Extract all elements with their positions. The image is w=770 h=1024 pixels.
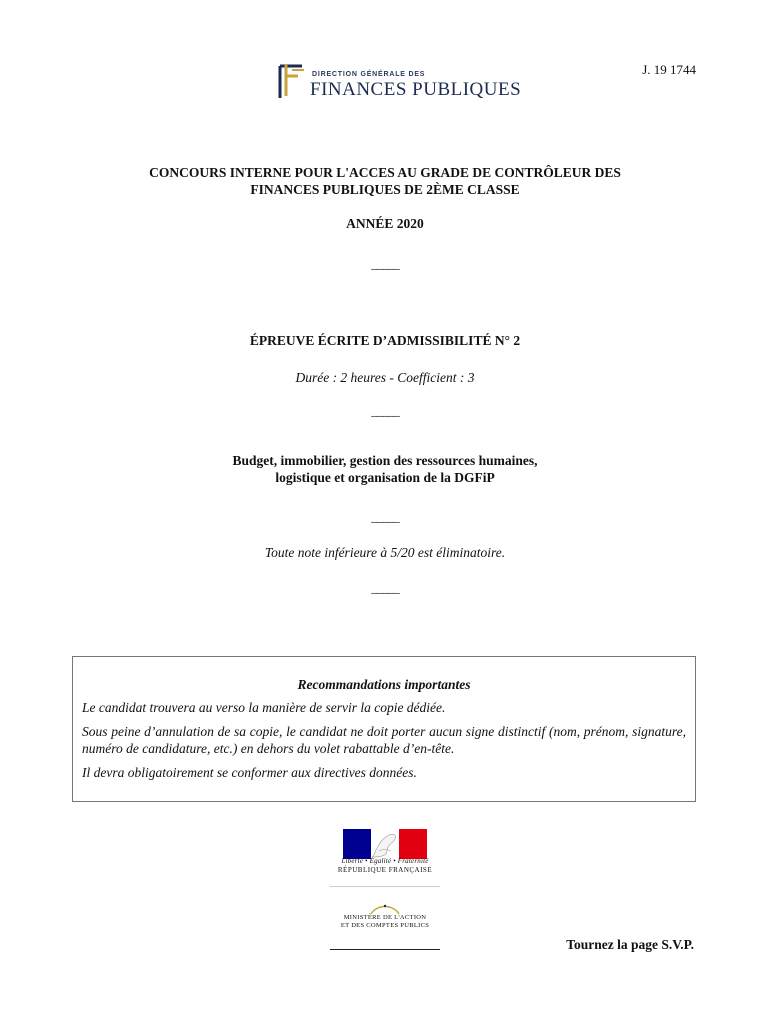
exam-duration: Durée : 2 heures - Coefficient : 3 (295, 370, 475, 385)
exam-title-line-2: FINANCES PUBLIQUES DE 2ÈME CLASSE (250, 182, 520, 197)
separator: _____ (371, 580, 399, 595)
turn-page-note: Tournez la page S.V.P. (566, 937, 694, 952)
recommendation-paragraph: Sous peine d’annulation de sa copie, le candidat ne doit porter aucun signe distinctif (nom, prénom, signature, numéro de candidature, etc.) en dehors du volet rabattable d’en-tête. (82, 724, 686, 756)
logo-title: FINANCES PUBLIQUES (310, 79, 522, 100)
ministry-name-line-2: ET DES COMPTES PUBLICS (340, 922, 430, 929)
recommendation-paragraph: Il devra obligatoirement se conformer aux directives données. (82, 765, 417, 780)
separator: _____ (371, 509, 399, 524)
exam-subject-line-1: Budget, immobilier, gestion des ressources humaines, (232, 453, 538, 468)
exam-subject-line-2: logistique et organisation de la DGFiP (275, 470, 495, 485)
separator: _____ (371, 256, 399, 271)
exam-year: ANNÉE 2020 (346, 216, 424, 231)
marianne-flag-icon (343, 829, 427, 859)
reference-code: J. 19 1744 (642, 62, 696, 77)
recommendations-box (72, 656, 696, 802)
divider (330, 949, 440, 950)
exam-heading: ÉPREUVE ÉCRITE D’ADMISSIBILITÉ N° 2 (249, 333, 521, 348)
divider (330, 886, 440, 887)
ministry-name-line-1: MINISTÈRE DE L'ACTION (343, 914, 427, 921)
rf-name: RÉPUBLIQUE FRANÇAISE (337, 866, 433, 874)
ministry-name (330, 914, 440, 930)
recommendations-title: Recommandations importantes (297, 677, 471, 692)
separator: _____ (371, 403, 399, 418)
eliminatory-note: Toute note inférieure à 5/20 est éliminatoire. (264, 545, 506, 560)
recommendation-paragraph: Le candidat trouvera au verso la manière de servir la copie dédiée. (82, 700, 446, 715)
rf-motto: Liberté • Égalité • Fraternité (341, 857, 429, 865)
dgfip-logo (276, 62, 522, 102)
dgfip-emblem-icon (276, 62, 306, 100)
logo-subtitle: DIRECTION GÉNÉRALE DES (312, 71, 426, 78)
exam-title-line-1: CONCOURS INTERNE POUR L'ACCES AU GRADE DE CONTRÔLEUR DES (149, 165, 621, 180)
